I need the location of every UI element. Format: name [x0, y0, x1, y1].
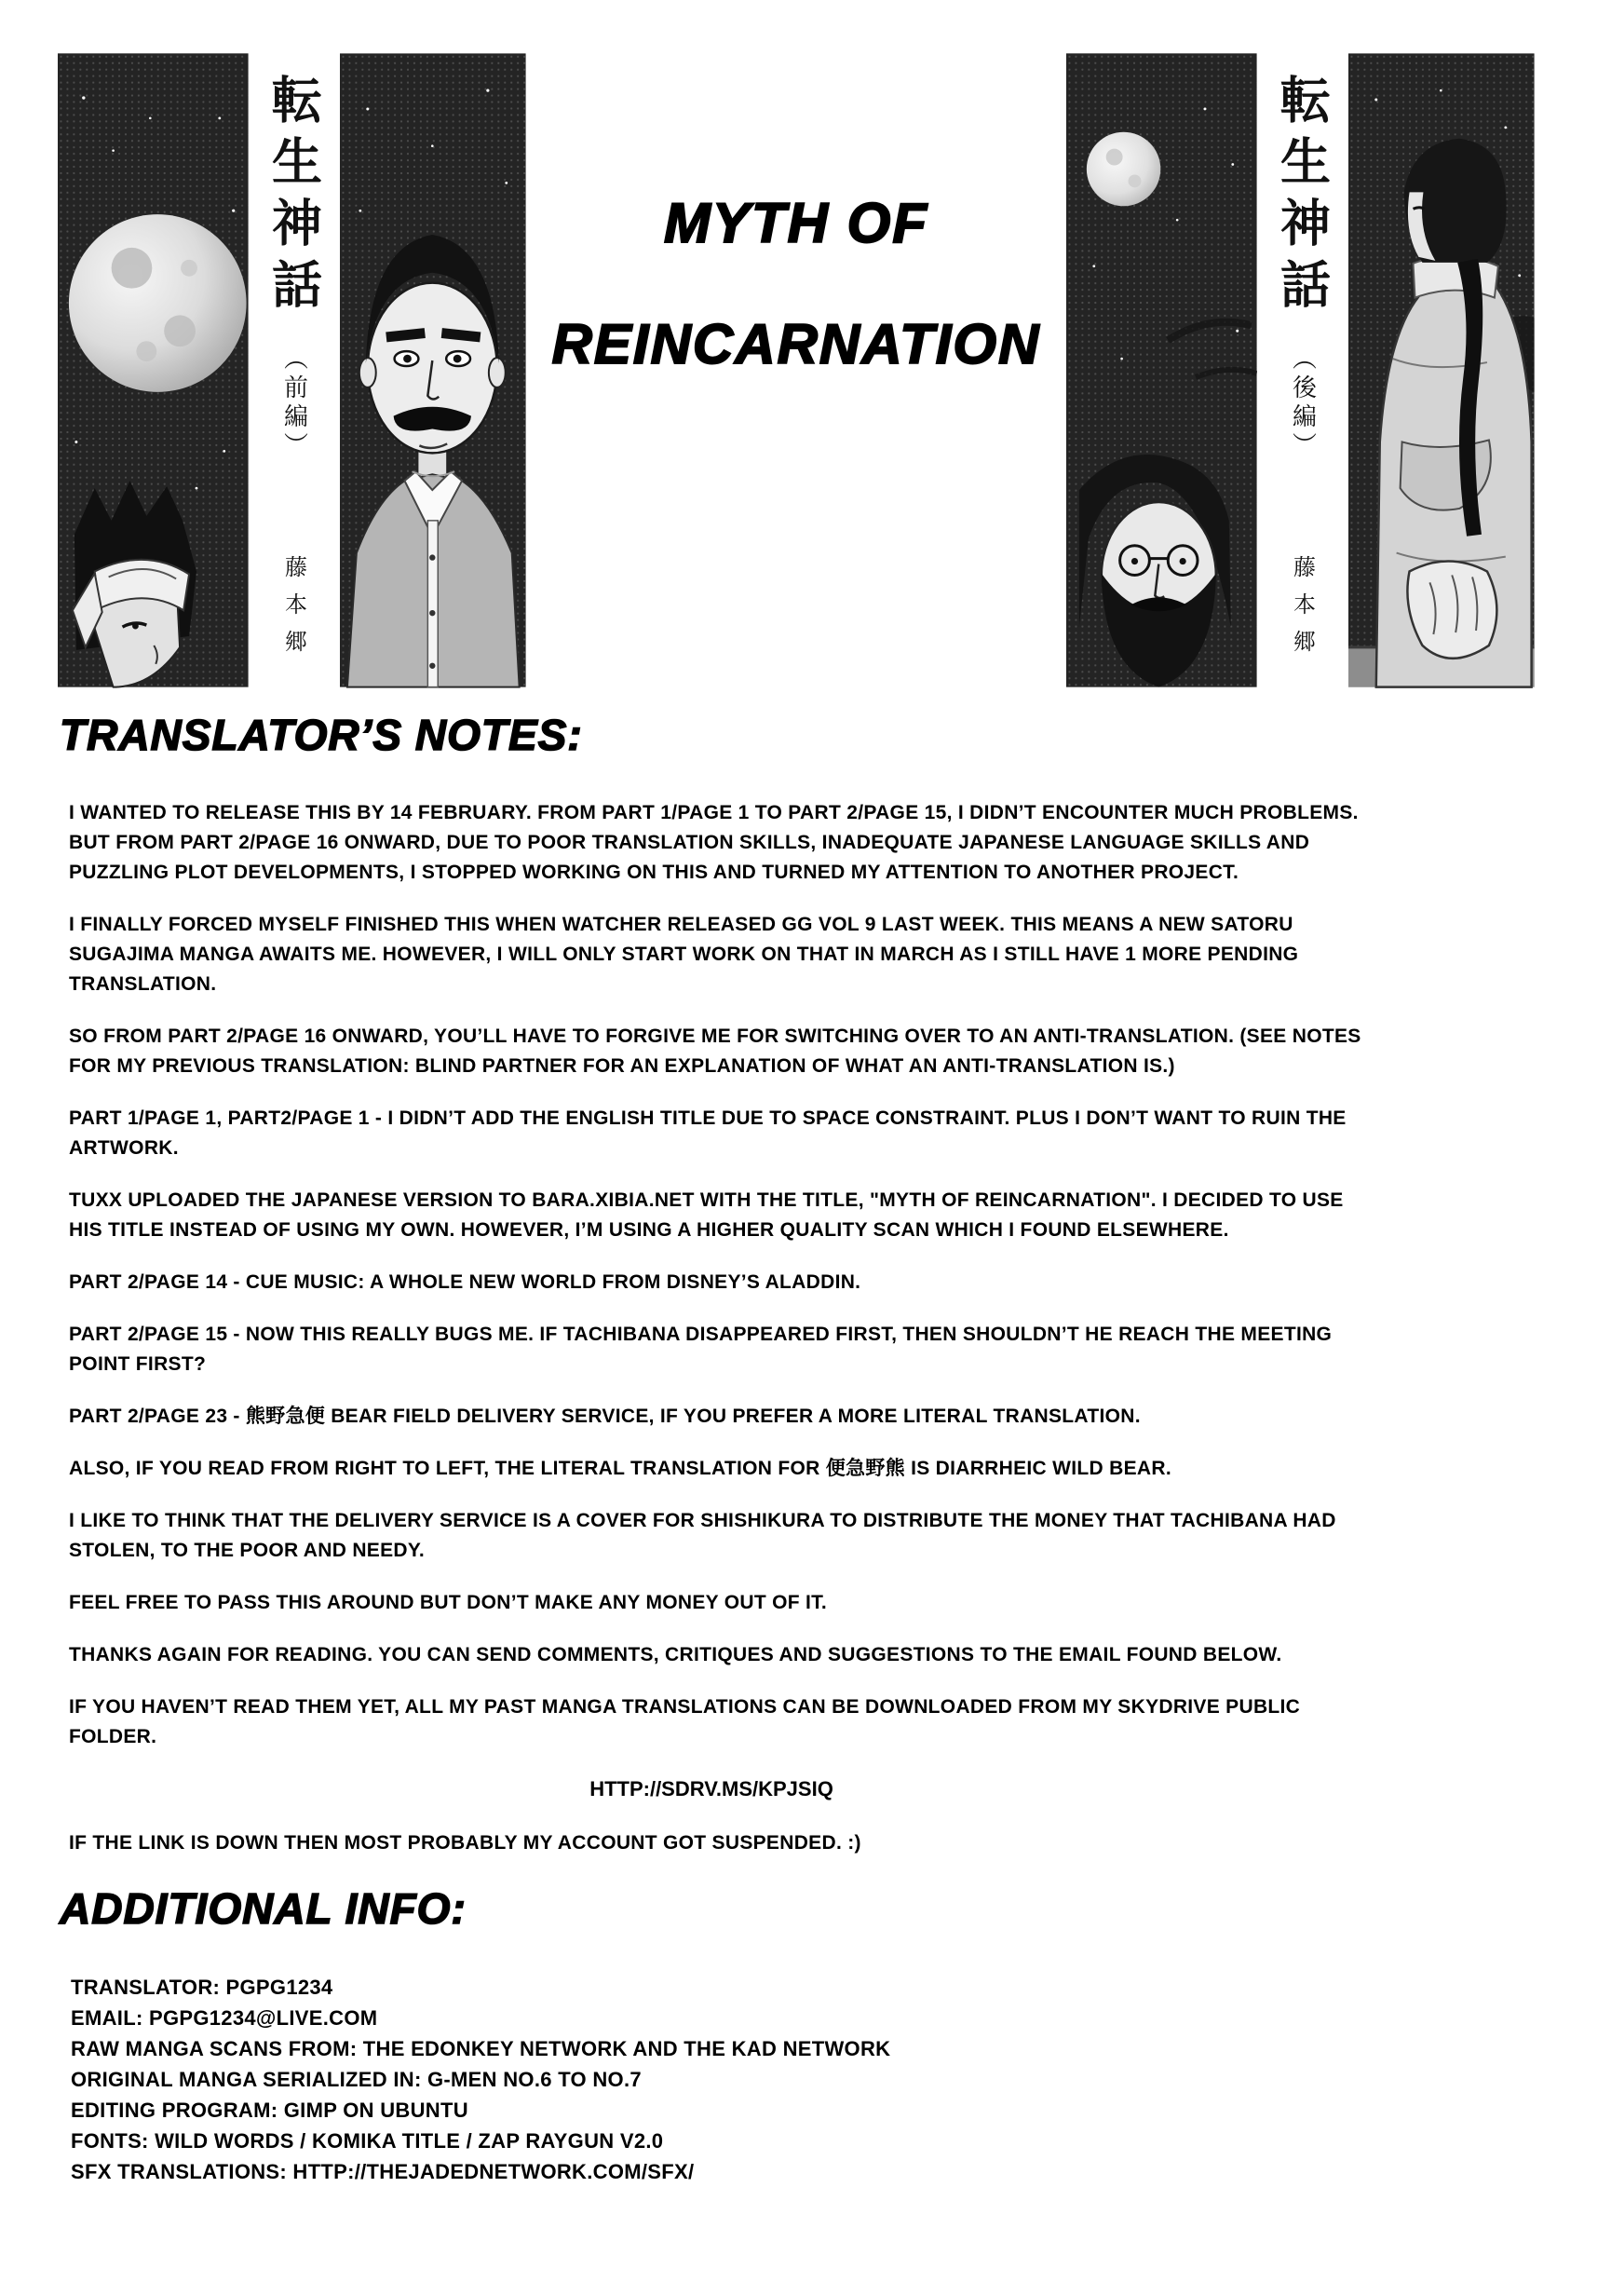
cover-part2-moon-panel [1066, 51, 1257, 689]
cover-part1-part-label: （前編） [279, 346, 308, 461]
info-item-raw-scans: RAW MANGA SCANS FROM: THE EDONKEY NETWORK AND THE KAD NETWORK [71, 2037, 891, 2060]
cover-part2-character-panel [1348, 51, 1535, 689]
moon-graphic [69, 214, 247, 392]
translators-notes-heading: TRANSLATOR’S NOTES: [60, 711, 583, 759]
note-paragraph: I FINALLY FORCED MYSELF FINISHED THIS WHEN WATCHER RELEASED GG VOL 9 LAST WEEK. THIS MEANS A NEW SATORU SUGAJIMA MANGA AWAITS ME. HOWEVER, I WILL ONLY START WORK ON THAT IN MARCH AS I STILL HAVE 1 MORE PENDING TRANSLATION. [69, 914, 1299, 995]
cover-part2 [1066, 51, 1535, 689]
info-item-sfx-translations: SFX TRANSLATIONS: HTTP://THEJADEDNETWORK.COM/SFX/ [71, 2160, 695, 2183]
cover-part1-author: 藤本郷 [280, 555, 307, 667]
info-item-translator: TRANSLATOR: PGPG1234 [71, 1976, 333, 1999]
page-title-line2: REINCARNATION [551, 313, 1041, 375]
moon-and-bandana-man-graphic [58, 51, 249, 689]
info-item-serialization: ORIGINAL MANGA SERIALIZED IN: G-MEN NO.6 TO NO.7 [71, 2068, 642, 2091]
cover-part1 [58, 51, 526, 689]
additional-info-list [60, 1972, 1363, 2187]
cover-part1-title-strip [250, 51, 339, 689]
note-paragraph: IF YOU HAVEN’T READ THEM YET, ALL MY PAST MANGA TRANSLATIONS CAN BE DOWNLOADED FROM MY SKYDRIVE PUBLIC FOLDER. [69, 1696, 1301, 1747]
mustached-man-portrait-graphic [340, 51, 526, 689]
note-paragraph: PART 2/PAGE 14 - CUE MUSIC: A WHOLE NEW WORLD FROM DISNEY’S ALADDIN. [69, 1271, 861, 1293]
note-paragraph: PART 2/PAGE 15 - NOW THIS REALLY BUGS ME. IF TACHIBANA DISAPPEARED FIRST, THEN SHOULDN’T HE REACH THE MEETING POINT FIRST? [69, 1324, 1333, 1375]
additional-info-section [60, 1886, 1363, 2187]
notes-section [60, 713, 1363, 2187]
page-title [508, 192, 1085, 375]
note-paragraph: PART 1/PAGE 1, PART2/PAGE 1 - I DIDN’T ADD THE ENGLISH TITLE DUE TO SPACE CONSTRAINT. PLUS I DON’T WANT TO RUIN THE ARTWORK. [69, 1107, 1347, 1159]
note-closing-line: IF THE LINK IS DOWN THEN MOST PROBABLY MY ACCOUNT GOT SUSPENDED. :) [69, 1832, 861, 1854]
note-paragraph: TUXX UPLOADED THE JAPANESE VERSION TO BARA.XIBIA.NET WITH THE TITLE, "MYTH OF REINCARNATION". I DECIDED TO USE HIS TITLE INSTEAD OF USING MY OWN. HOWEVER, I’M USING A HIGHER QUALITY SCAN WHICH I FOUND ELSEWHERE. [69, 1189, 1344, 1241]
note-paragraph: I WANTED TO RELEASE THIS BY 14 FEBRUARY. FROM PART 1/PAGE 1 TO PART 2/PAGE 15, I DIDN’T ENCOUNTER MUCH PROBLEMS. BUT FROM PART 2/PAGE 16 ONWARD, DUE TO POOR TRANSLATION SKILLS, INADEQUATE JAPANESE LANGUAGE SKILLS AND PUZZLING PLOT DEVELOPMENTS, I STOPPED WORKING ON THIS AND TURNED MY ATTENTION TO ANOTHER PROJECT. [69, 802, 1359, 883]
ponytail-man-back-view-graphic [1348, 51, 1535, 689]
note-paragraph: ALSO, IF YOU READ FROM RIGHT TO LEFT, THE LITERAL TRANSLATION FOR 便急野熊 IS DIARRHEIC WILD BEAR. [69, 1458, 1171, 1479]
cover-part2-title-strip [1259, 51, 1347, 689]
cover-part1-character-panel [340, 51, 526, 689]
additional-info-heading: ADDITIONAL INFO: [60, 1884, 467, 1933]
note-paragraph: SO FROM PART 2/PAGE 16 ONWARD, YOU’LL HAVE TO FORGIVE ME FOR SWITCHING OVER TO AN ANTI-TRANSLATION. (SEE NOTES FOR MY PREVIOUS TRANSLATION: BLIND PARTNER FOR AN EXPLANATION OF WHAT AN ANTI-TRANSLATION IS.) [69, 1026, 1361, 1077]
info-item-email: EMAIL: PGPG1234@LIVE.COM [71, 2006, 378, 2030]
info-item-editing-program: EDITING PROGRAM: GIMP ON UBUNTU [71, 2099, 468, 2122]
skydrive-link-text: HTTP://SDRV.MS/KPJSIQ [589, 1777, 833, 1800]
cover-part2-part-label: （後編） [1288, 346, 1317, 461]
moon-graphic [1087, 132, 1160, 206]
note-paragraph: FEEL FREE TO PASS THIS AROUND BUT DON’T MAKE ANY MONEY OUT OF IT. [69, 1592, 828, 1613]
cover-part1-moon-panel [58, 51, 249, 689]
moon-and-bearded-man-graphic [1066, 51, 1257, 689]
page-title-line1: MYTH OF [664, 192, 928, 254]
cover-part2-author: 藤本郷 [1289, 555, 1316, 667]
note-paragraph: PART 2/PAGE 23 - 熊野急便 BEAR FIELD DELIVERY SERVICE, IF YOU PREFER A MORE LITERAL TRANSLATION. [69, 1406, 1141, 1427]
note-paragraph: I LIKE TO THINK THAT THE DELIVERY SERVICE IS A COVER FOR SHISHIKURA TO DISTRIBUTE THE MONEY THAT TACHIBANA HAD STOLEN, TO THE POOR AND NEEDY. [69, 1510, 1336, 1561]
cover-part1-japanese-title: 転生神話 [264, 74, 324, 319]
note-paragraph: THANKS AGAIN FOR READING. YOU CAN SEND COMMENTS, CRITIQUES AND SUGGESTIONS TO THE EMAIL FOUND BELOW. [69, 1644, 1282, 1665]
cover-part2-japanese-title: 転生神話 [1272, 74, 1333, 319]
info-item-fonts: FONTS: WILD WORDS / KOMIKA TITLE / ZAP RAYGUN V2.0 [71, 2129, 664, 2153]
